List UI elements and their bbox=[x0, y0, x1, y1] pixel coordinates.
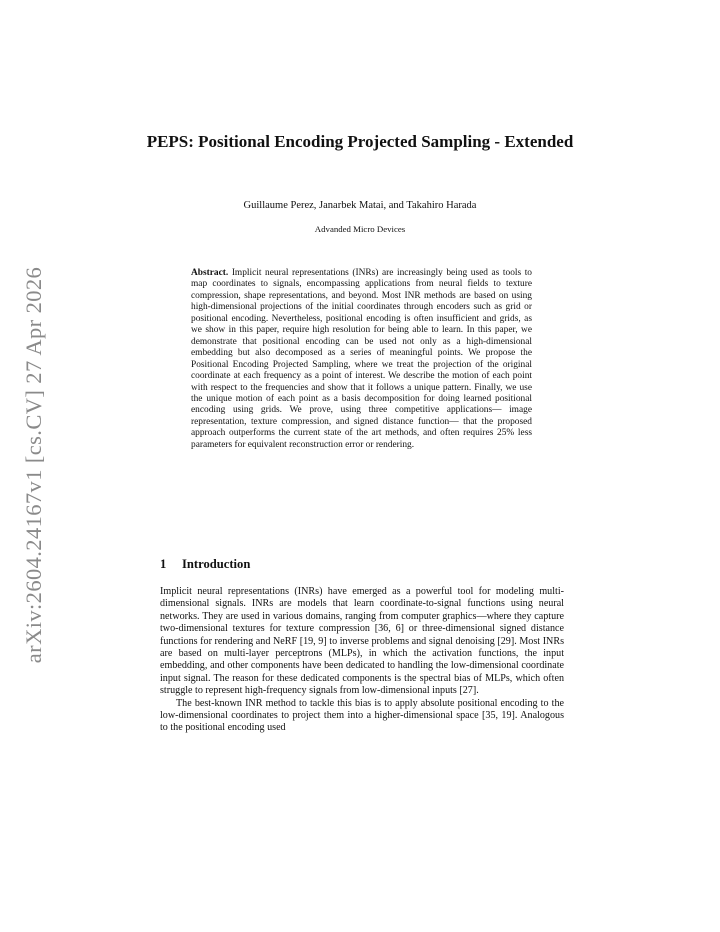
abstract-block bbox=[191, 268, 532, 451]
section-title: Introduction bbox=[182, 557, 251, 571]
body-paragraph: The best-known INR method to tackle this bias is to apply absolute positional encoding to the low-dimensional coordinates to project them into a higher-dimensional space [35, 19]. Analogous to the positional encoding used bbox=[160, 697, 564, 734]
body-paragraph: Implicit neural representations (INRs) have emerged as a powerful tool for modeling multi-dimensional signals. INRs are models that learn coordinate-to-signal functions using neural networks. They are used in various domains, ranging from computer graphics—where they capture two-dimensional textures for texture compression [36, 6] or three-dimensional signed distance functions for rendering and NeRF [19, 9] to inverse problems and signal denoising [29]. Most INRs are based on multi-layer perceptrons (MLPs), in which the activation functions, the input embedding, and other components have been dedicated to handling the low-dimensional coordinate input signal. The reason for these dedicated components is the spectral bias of MLPs, which often struggle to represent high-frequency signals from low-dimensional inputs [27]. bbox=[160, 586, 564, 697]
paper-authors: Guillaume Perez, Janarbek Matai, and Takahiro Harada bbox=[243, 200, 477, 211]
abstract-label: Abstract. bbox=[191, 268, 229, 278]
abstract-text: Implicit neural representations (INRs) are increasingly being used as tools to map coordinates to signals, encompassing applications from neural fields to texture compression, shape representations, and beyond. Most INR methods are based on using high-dimensional projections of the initial coordinates through encoders such as grid or positional encoding. Nevertheless, positional encoding is often insufficient and grids, as we show in this paper, require high resolution for being able to learn. In this paper, we demonstrate that positional encoding can be used not only as a high-dimensional embedding but also decomposed as a series of meaningful points. We propose the Positional Encoding Projected Sampling, where we treat the projection of the original coordinate at each frequency as a point of interest. We describe the motion of each point with respect to the frequencies and show that it follows a unique pattern. Finally, we use the unique motion of each point as a basis decomposition for doing learned positional encoding using grids. We prove, using three competitive applications— image representation, texture compression, and signed distance function— that the proposed approach outperforms the current state of the art methods, and often requires 25% less parameters for equivalent reconstruction error or rendering. bbox=[191, 268, 532, 450]
arxiv-identifier-stamp bbox=[14, 255, 54, 675]
section-heading-introduction bbox=[160, 557, 560, 572]
paper-title: PEPS: Positional Encoding Projected Sampling - Extended bbox=[146, 132, 574, 151]
section-number: 1 bbox=[160, 557, 167, 571]
arxiv-identifier-text: arXiv:2604.24167v1 [cs.CV] 27 Apr 2026 bbox=[21, 266, 47, 664]
paper-affiliation: Advanded Micro Devices bbox=[314, 224, 406, 234]
introduction-body bbox=[160, 586, 564, 735]
